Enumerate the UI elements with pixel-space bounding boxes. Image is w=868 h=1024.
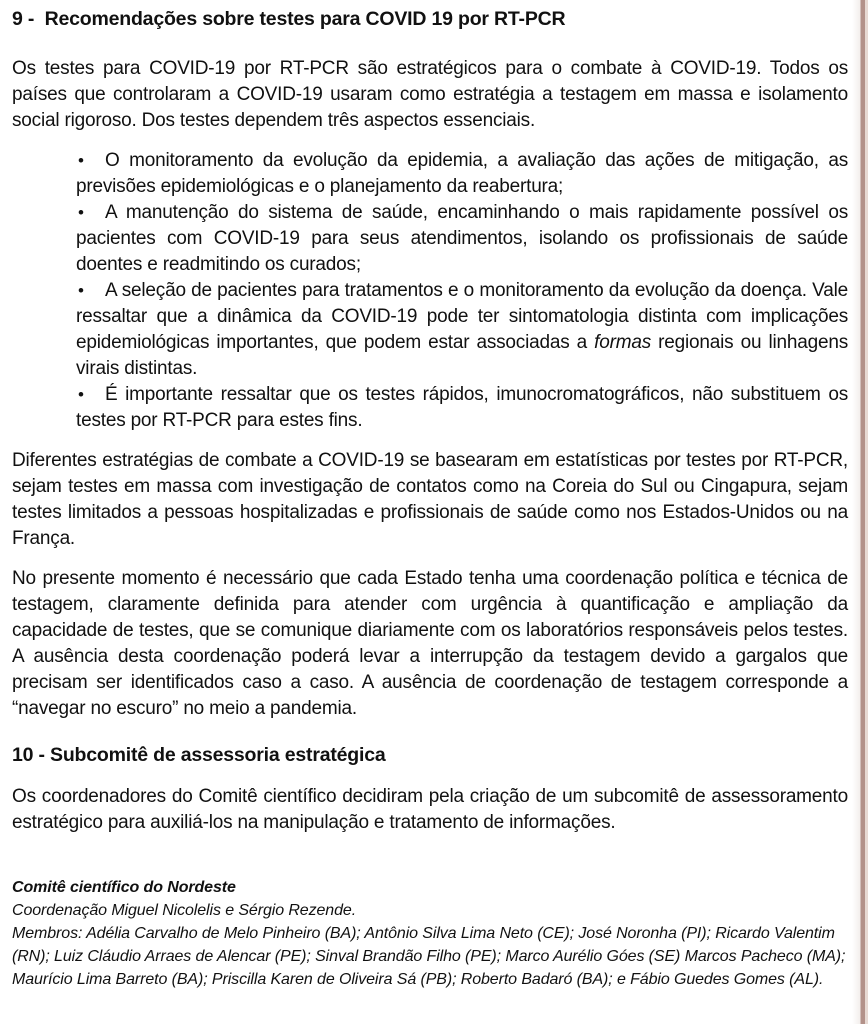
bullet-text-before-italic: A seleção de pacientes para tratamentos e o monitoramento da evolução da doença. Vale ressaltar que a dinâmica da COVID-19 pode ter sintomatologia distinta com implicações epidemiológicas importantes, que podem estar associadas a (76, 280, 848, 353)
section-heading-9: 9 - Recomendações sobre testes para COVID 19 por RT-PCR (12, 8, 566, 30)
subcommittee-paragraph: Os coordenadores do Comitê científico decidiram pela criação de um subcomitê de assessoramento estratégico para auxiliá-los na manipulação e tratamento de informações. (12, 786, 848, 833)
bullet-item-rapid-tests (76, 382, 848, 434)
committee-members: Membros: Adélia Carvalho de Melo Pinheiro (BA); Antônio Silva Lima Neto (CE); José Noronha (PI); Ricardo Valentim (RN); Luiz Cláudio Arraes de Alencar (PE); Sinval Brandão Filho (PE); Marco Aurélio Góes (SE) Marcos Pacheco (MA); Maurício Lima Barreto (BA); Priscilla Karen de Oliveira Sá (PB); Roberto Badaró (BA); e Fábio Guedes Gomes (AL). (12, 925, 846, 988)
committee-coordination: Coordenação Miguel Nicolelis e Sérgio Rezende. (12, 902, 357, 919)
document-page (12, 0, 848, 991)
bullet-text (76, 280, 848, 379)
bullet-item-patient-selection (76, 278, 848, 382)
bullet-text: O monitoramento da evolução da epidemia, a avaliação das ações de mitigação, as previsões epidemiológicas e o planejamento da reabertura; (76, 150, 848, 197)
bullet-item-health-system (76, 200, 848, 278)
bullet-text: É importante ressaltar que os testes rápidos, imunocromatográficos, não substituem os testes por RT-PCR para estes fins. (76, 384, 848, 431)
scanned-page-edge (852, 0, 868, 1024)
bullet-icon: • (78, 151, 84, 170)
bullet-icon: • (78, 281, 84, 300)
intro-paragraph: Os testes para COVID-19 por RT-PCR são estratégicos para o combate à COVID-19. Todos os países que controlaram a COVID-19 usaram como estratégia a testagem em massa e isolamento social rigoroso. Dos testes dependem três aspectos essenciais. (12, 58, 848, 131)
committee-footer (12, 876, 848, 991)
committee-title: Comitê científico do Nordeste (12, 879, 236, 896)
bullet-text-after-italic: regionais ou linhagens virais distintas. (76, 332, 848, 379)
bullet-text-italic-word: formas (594, 332, 652, 353)
coordination-paragraph: No presente momento é necessário que cada Estado tenha uma coordenação política e técnica de testagem, claramente definida para atender com urgência à quantificação e ampliação da capacidade de testes, que se comunique diariamente com os laboratórios responsáveis pelos testes. A ausência desta coordenação poderá levar a interrupção da testagem devido a gargalos que precisam ser identificados caso a caso. A ausência de coordenação de testagem corresponde a “navegar no escuro” no meio a pandemia. (12, 568, 848, 719)
bullet-list (12, 148, 848, 434)
bullet-item-monitoring (76, 148, 848, 200)
bullet-text: A manutenção do sistema de saúde, encaminhando o mais rapidamente possível os pacientes com COVID-19 para seus atendimentos, isolando os profissionais de saúde doentes e readmitindo os curados; (76, 202, 848, 275)
strategies-paragraph: Diferentes estratégias de combate a COVID-19 se basearam em estatísticas por testes por RT-PCR, sejam testes em massa com investigação de contatos como na Coreia do Sul ou Cingapura, sejam testes limitados a pessoas hospitalizadas e profissionais de saúde como nos Estados-Unidos ou na França. (12, 450, 848, 549)
bullet-icon: • (78, 385, 84, 404)
bullet-icon: • (78, 203, 84, 222)
section-heading-10: 10 - Subcomitê de assessoria estratégica (12, 744, 386, 766)
